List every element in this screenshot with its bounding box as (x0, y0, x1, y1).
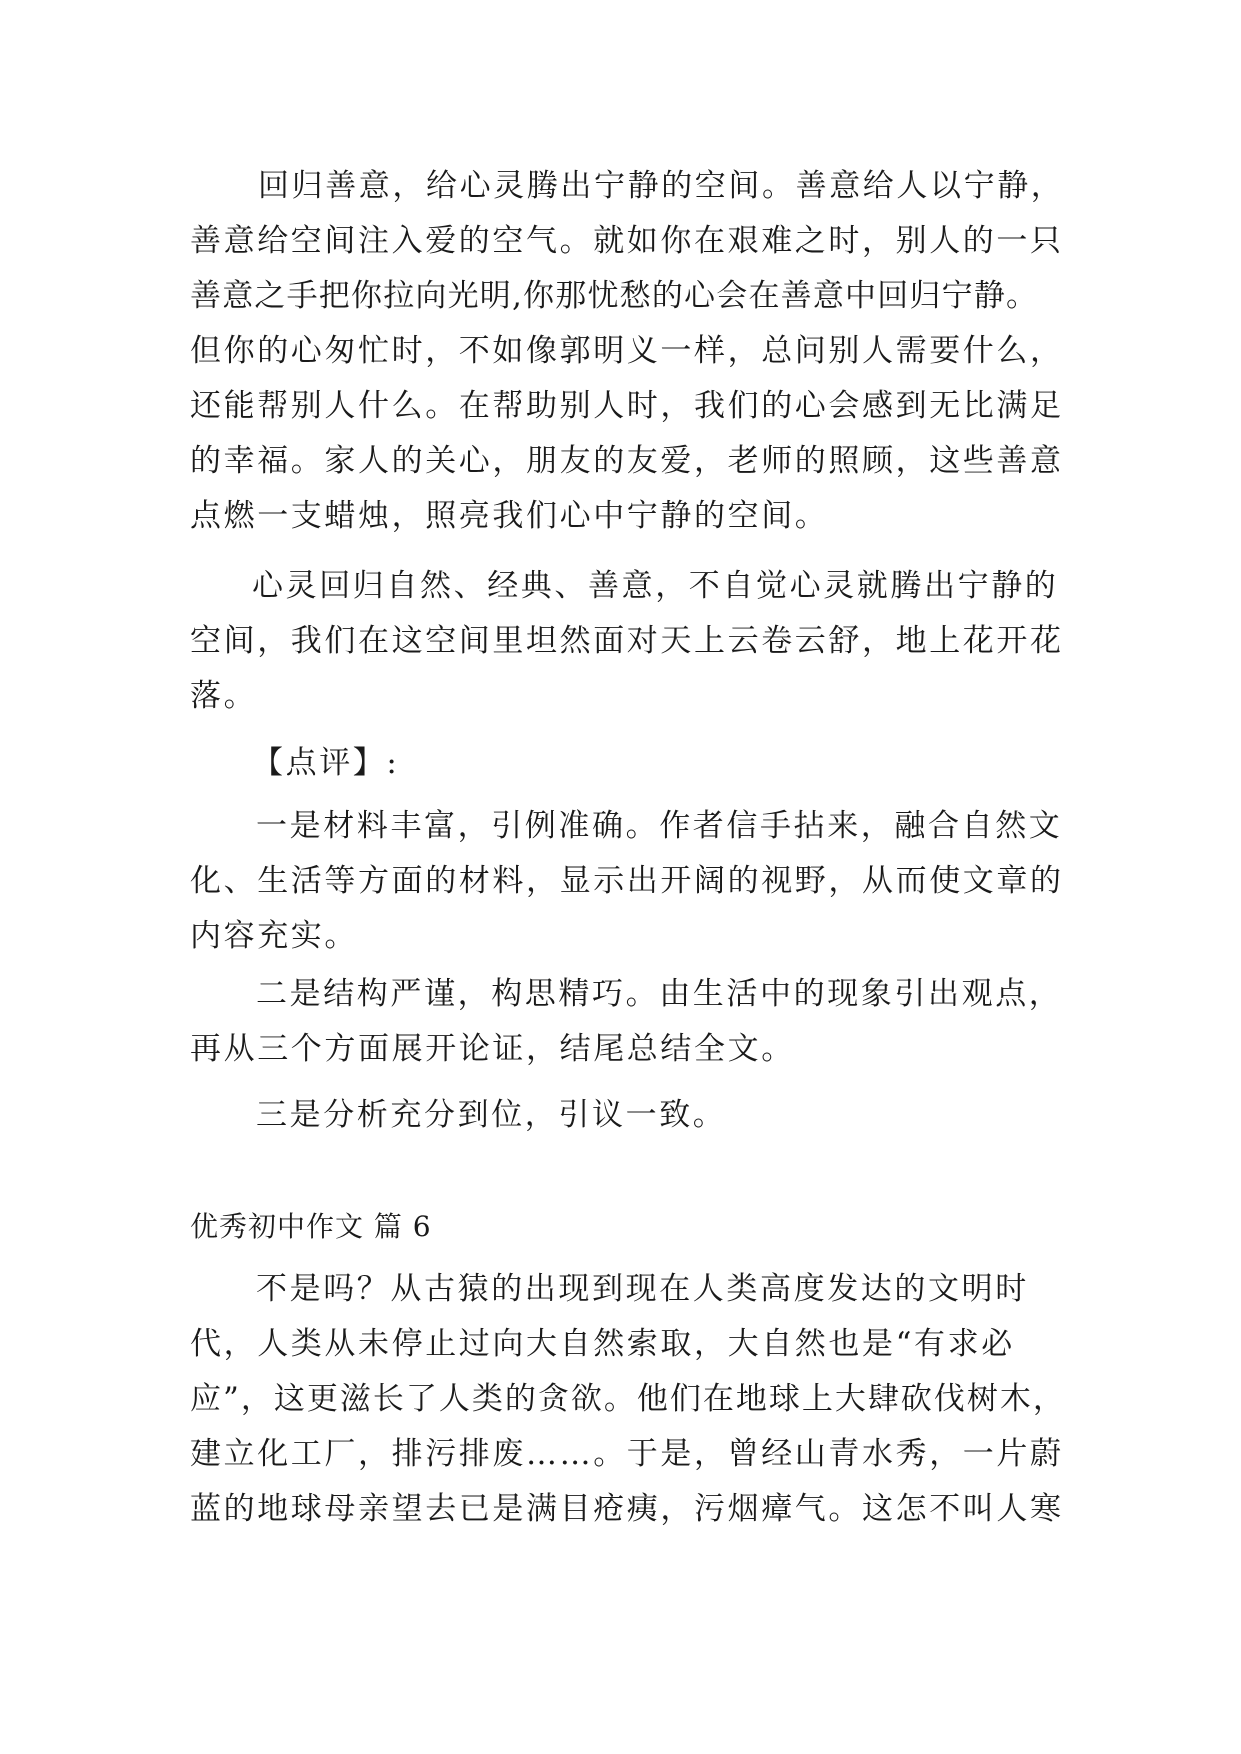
paragraph-line: 回归善意，给心灵腾出宁静的空间。善意给人以宁静， (258, 168, 1065, 204)
paragraph-line: 落。 (190, 678, 258, 714)
paragraph-line: 化、生活等方面的材料，显示出开阔的视野，从而使文章的 (190, 863, 1064, 899)
paragraph-line: 三是分析充分到位，引议一致。 (256, 1097, 727, 1133)
section-heading: 优秀初中作文 篇 6 (190, 1210, 432, 1243)
paragraph-line: 二是结构严谨，构思精巧。由生活中的现象引出观点， (256, 976, 1063, 1012)
paragraph-line: 再从三个方面展开论证，结尾总结全文。 (190, 1031, 795, 1067)
paragraph-line: 不是吗？从古猿的出现到现在人类高度发达的文明时 (256, 1271, 1029, 1307)
paragraph-line: 内容充实。 (190, 918, 358, 954)
paragraph-line: 但你的心匆忙时，不如像郭明义一样，总问别人需要什么， (190, 333, 1064, 369)
paragraph-line: 空间，我们在这空间里坦然面对天上云卷云舒，地上花开花 (190, 623, 1064, 659)
paragraph-line: 还能帮别人什么。在帮助别人时，我们的心会感到无比满足 (190, 388, 1064, 424)
paragraph-line: 蓝的地球母亲望去已是满目疮痍，污烟瘴气。这怎不叫人寒 (190, 1491, 1064, 1527)
paragraph-line: 善意给空间注入爱的空气。就如你在艰难之时，别人的一只 (190, 223, 1064, 259)
paragraph-line: 应”，这更滋长了人类的贪欲。他们在地球上大肆砍伐树木， (190, 1381, 1066, 1417)
paragraph-line: 点燃一支蜡烛，照亮我们心中宁静的空间。 (190, 498, 829, 534)
paragraph-line: 代，人类从未停止过向大自然索取，大自然也是“有求必 (190, 1326, 1015, 1362)
comment-label: 【点评】: (252, 745, 400, 781)
paragraph-line: 一是材料丰富，引例准确。作者信手拈来，融合自然文 (256, 808, 1063, 844)
paragraph-line: 的幸福。家人的关心，朋友的友爱，老师的照顾，这些善意 (190, 443, 1064, 479)
paragraph-line: 心灵回归自然、经典、善意，不自觉心灵就腾出宁静的 (252, 568, 1059, 604)
paragraph-line: 建立化工厂，排污排废……。于是，曾经山青水秀，一片蔚 (190, 1436, 1064, 1472)
paragraph-line: 善意之手把你拉向光明,你那忧愁的心会在善意中回归宁静。 (190, 278, 1039, 314)
